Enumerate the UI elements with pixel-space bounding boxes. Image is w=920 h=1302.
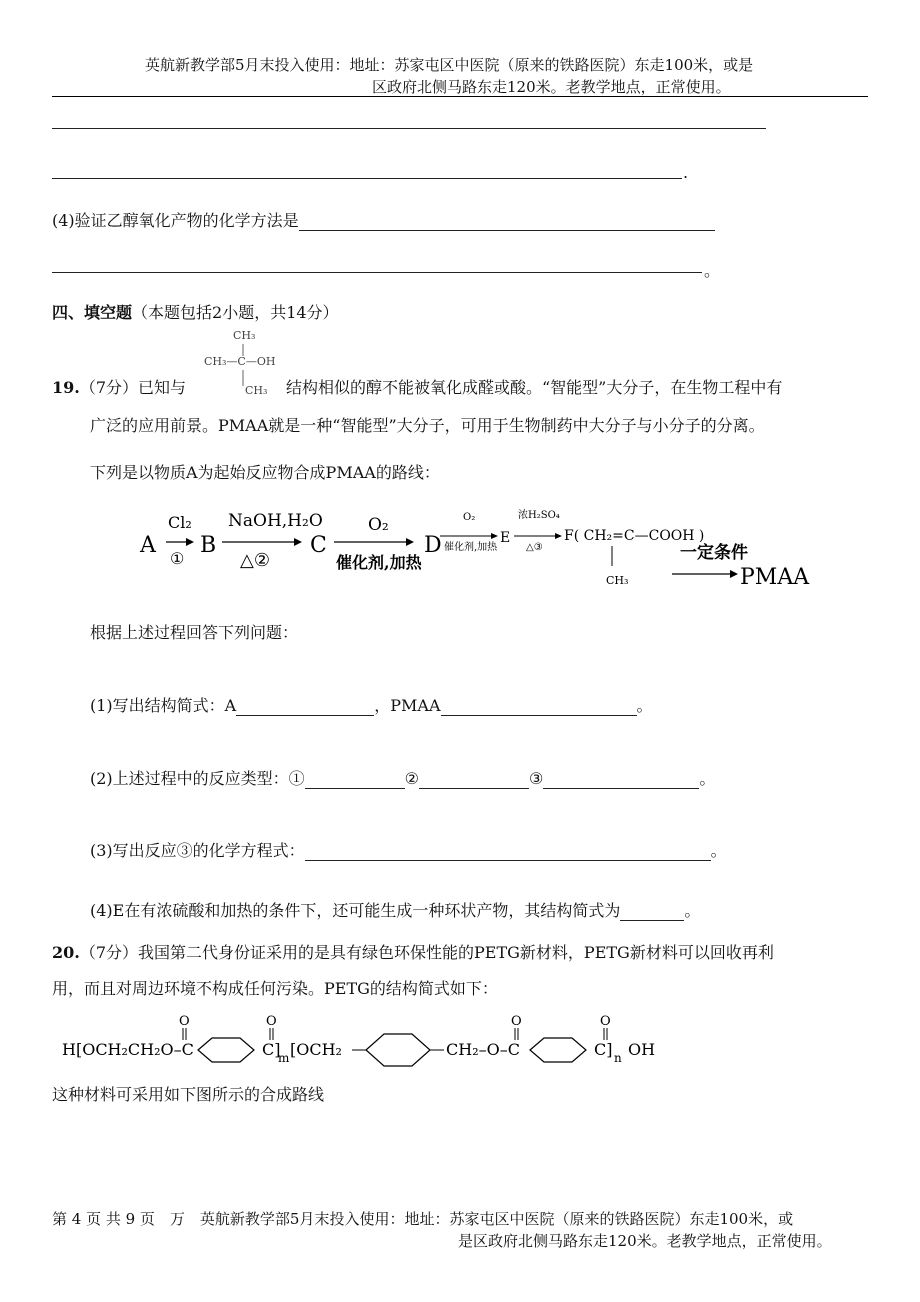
period: 。 [684, 901, 701, 920]
period: 。 [636, 696, 653, 715]
struct-part3: [OCH₂ [290, 1040, 342, 1059]
formula-top: CH₃ [233, 329, 256, 342]
step1-top: Cl₂ [168, 513, 192, 532]
q19-score: （7分）已知与 [79, 378, 187, 397]
step3-top: O₂ [368, 515, 389, 535]
route-C: C [310, 533, 327, 558]
answer-blank-3[interactable] [543, 770, 699, 789]
q18-item-4 [52, 208, 715, 231]
answer-line [52, 272, 702, 273]
q20-number: 20. [52, 943, 80, 962]
q19-text-4: 根据上述过程回答下列问题： [90, 623, 299, 642]
struct-part4: CH₂–O–C [446, 1040, 520, 1059]
final-top: 一定条件 [680, 543, 748, 563]
final-product: PMAA [740, 565, 810, 590]
sub4-label: (4)E在有浓硫酸和加热的条件下，还可能生成一种环状产物，其结构简式为 [90, 901, 621, 920]
route-F: F( CH₂=C—COOH ) [564, 528, 705, 544]
step5-bottom: △③ [526, 542, 543, 553]
route-B: B [200, 533, 217, 558]
q20-text-1: （7分）我国第二代身份证采用的是具有绿色环保性能的PETG新材料，PETG新材料可以回收再利 [79, 943, 774, 962]
footer-line-1: 第 4 页 共 9 页 万 英航新教学部5月末投入使用：地址：苏家屯区中医院（原来的铁路医院）东走100米，或 [52, 1210, 794, 1228]
footer-line-2: 是区政府北侧马路东走120米。老教学地点，正常使用。 [458, 1232, 832, 1250]
sub2-label: (2)上述过程中的反应类型：① [90, 769, 305, 788]
q20-text-3: 这种材料可采用如下图所示的合成路线 [52, 1085, 325, 1104]
struct-o: O [179, 1014, 190, 1029]
q19-sub-4 [90, 898, 700, 921]
sub2-circle-3: ③ [529, 769, 544, 788]
sub2-circle-2: ② [404, 769, 420, 788]
q19-sub-2 [90, 766, 715, 789]
period: . [683, 163, 689, 182]
route-F-sub: CH₃ [606, 574, 629, 587]
q19-text-2: 广泛的应用前景。PMAA就是一种“智能型”大分子，可用于生物制药中大分子与小分子的分离。 [90, 416, 765, 435]
formula-bonds [238, 340, 248, 400]
period: 。 [710, 841, 727, 860]
struct-o: O [600, 1014, 611, 1029]
route-E: E [500, 530, 511, 546]
step4-top: O₂ [463, 512, 476, 523]
section-note: （本题包括2小题，共14分） [132, 303, 339, 322]
sub3-label: (3)写出反应③的化学方程式： [90, 841, 305, 860]
route-D: D [424, 533, 442, 558]
petg-structure [62, 1012, 682, 1072]
answer-line [52, 128, 766, 129]
q19-text-3: 下列是以物质A为起始反应物合成PMAA的路线： [90, 463, 440, 482]
struct-o: O [511, 1014, 522, 1029]
q20-text-2: 用，而且对周边环境不构成任何污染。PETG的结构简式如下： [52, 979, 498, 998]
q18-item-4-text: (4)验证乙醇氧化产物的化学方法是 [52, 211, 299, 230]
step2-top: NaOH,H₂O [228, 511, 323, 531]
section-title: 四、填空题 [52, 303, 133, 322]
answer-blank-PMAA[interactable] [441, 697, 637, 716]
step3-bottom: 催化剂,加热 [336, 553, 422, 572]
answer-blank-equation[interactable] [305, 842, 711, 861]
answer-line [52, 178, 682, 179]
struct-part1: H[OCH₂CH₂O–C [62, 1040, 194, 1059]
formula-middle: CH₃—C—OH [204, 355, 276, 368]
q19-sub-3 [90, 838, 727, 861]
q20-line-1 [52, 940, 774, 963]
answer-blank-1[interactable] [305, 770, 405, 789]
struct-part6: OH [628, 1040, 656, 1059]
step5-top: 浓H₂SO₄ [518, 510, 560, 521]
answer-blank[interactable] [299, 212, 715, 231]
q19-text-1: 结构相似的醇不能被氧化成醛或酸。“智能型”大分子，在生物工程中有 [286, 378, 783, 397]
sub1-pmaa: ，PMAA [374, 696, 441, 715]
answer-blank-2[interactable] [419, 770, 529, 789]
step2-bottom: △② [240, 550, 270, 571]
period: 。 [704, 261, 721, 280]
header-line-1: 英航新教学部5月末投入使用：地址：苏家屯区中医院（原来的铁路医院）东走100米，或是 [145, 56, 754, 74]
struct-o: O [266, 1014, 277, 1029]
header-line-2: 区政府北侧马路东走120米。老教学地点，正常使用。 [372, 78, 731, 96]
section-heading [52, 300, 339, 323]
period: 。 [699, 769, 716, 788]
answer-blank-A[interactable] [236, 697, 374, 716]
struct-n: n [614, 1051, 622, 1065]
q19-sub-1 [90, 693, 653, 716]
step1-bottom: ① [170, 549, 185, 568]
header-rule [52, 96, 868, 97]
q19-line-1 [52, 375, 186, 398]
struct-m: m [278, 1051, 290, 1065]
answer-blank-ring[interactable] [620, 902, 684, 921]
q19-number: 19. [52, 378, 80, 397]
struct-part2: C] [262, 1040, 281, 1059]
reaction-route [130, 500, 810, 600]
step4-bottom: 催化剂,加热 [444, 542, 498, 553]
route-A: A [140, 533, 156, 558]
formula-bottom: CH₃ [245, 384, 268, 397]
sub1-label: (1)写出结构简式：A [90, 696, 237, 715]
struct-part5: C] [594, 1040, 613, 1059]
